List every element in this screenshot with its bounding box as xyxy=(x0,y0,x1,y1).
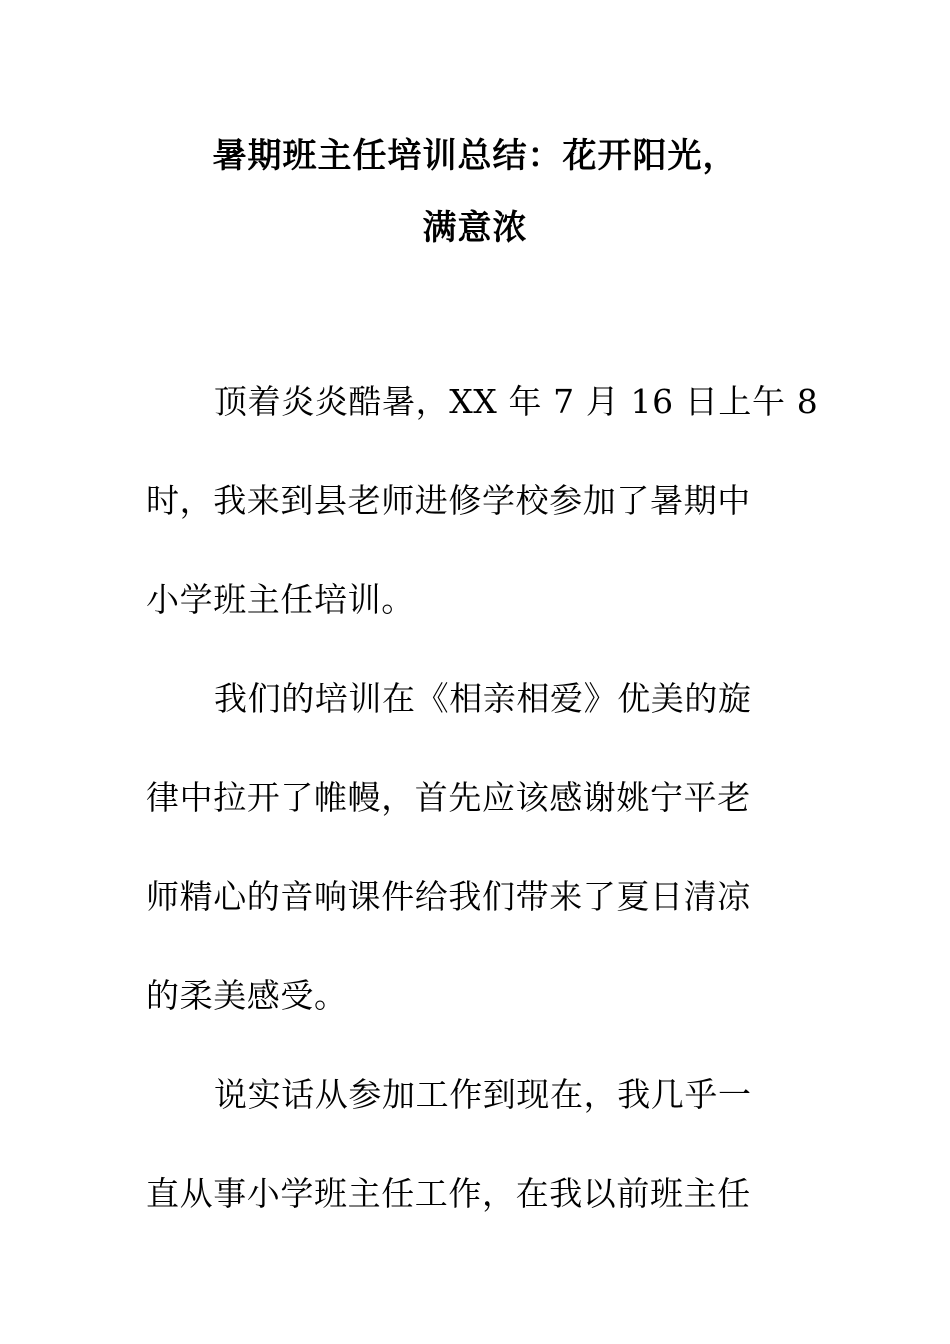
paragraph-line: 小学班主任培训。 xyxy=(146,580,415,619)
paragraph-line: 师精心的音响课件给我们带来了夏日清凉 xyxy=(146,877,751,916)
document-title-line-2: 满意浓 xyxy=(422,208,528,248)
paragraph-line: 我们的培训在《相亲相爱》优美的旋 xyxy=(214,679,752,718)
paragraph-line: 的柔美感受。 xyxy=(146,976,348,1015)
paragraph-line: 顶着炎炎酷暑，XX 年 7 月 16 日上午 8 xyxy=(214,382,819,421)
paragraph-line: 直从事小学班主任工作，在我以前班主任 xyxy=(146,1174,751,1213)
paragraph-line: 时，我来到县老师进修学校参加了暑期中 xyxy=(146,481,751,520)
paragraph-line: 律中拉开了帷幔，首先应该感谢姚宁平老 xyxy=(146,778,751,817)
paragraph-line: 说实话从参加工作到现在，我几乎一 xyxy=(214,1075,752,1114)
document-title-line-1: 暑期班主任培训总结：花开阳光， xyxy=(212,136,738,176)
